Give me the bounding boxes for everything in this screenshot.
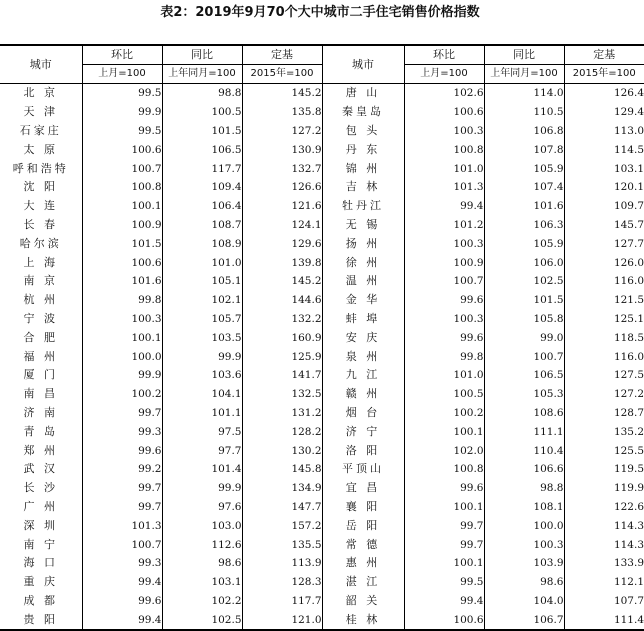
city-name-left: 厦 门 [23,368,58,382]
city-name-right: 安 庆 [322,328,404,347]
yoy-value-left: 105.1 [162,272,242,291]
yoy-value-left: 103.5 [162,328,242,347]
table-row [0,84,644,103]
mom-value-right: 99.7 [404,535,484,554]
city-name-left: 福 州 [23,349,58,363]
fixed-value-right: 116.0 [564,272,644,291]
table-row [0,366,644,385]
city-name-right: 吉 林 [322,178,404,197]
yoy-value-right: 98.6 [484,573,564,592]
mom-column-header-left: 环比 [82,45,162,65]
yoy-value-left: 100.5 [162,103,242,122]
yoy-value-right: 105.9 [484,234,564,253]
city-name-right: 包 头 [322,122,404,141]
table-row [0,310,644,329]
city-name-right: 常 德 [322,535,404,554]
yoy-value-left: 101.5 [162,122,242,141]
table-row [0,178,644,197]
table-row [0,573,644,592]
fixed-value-left: 127.2 [242,122,322,141]
yoy-value-right: 100.3 [484,535,564,554]
table-row [0,103,644,122]
city-name-right: 湛 江 [322,573,404,592]
table-row [0,479,644,498]
fixed-value-right: 113.0 [564,122,644,141]
mom-value-right: 100.2 [404,404,484,423]
fixed-value-right: 145.7 [564,216,644,235]
mom-value-left: 99.9 [82,103,162,122]
yoy-value-right: 101.5 [484,291,564,310]
yoy-value-left: 104.1 [162,385,242,404]
city-name-right: 洛 阳 [322,441,404,460]
mom-value-left: 100.7 [82,159,162,178]
yoy-value-right: 110.4 [484,441,564,460]
mom-value-right: 100.5 [404,385,484,404]
yoy-value-right: 108.6 [484,404,564,423]
table-row [0,140,644,159]
city-name-left: 石家庄 [19,123,62,137]
city-name-right: 蚌 埠 [322,310,404,329]
yoy-value-right: 99.0 [484,328,564,347]
mom-value-right: 101.3 [404,178,484,197]
city-name-left: 沈 阳 [23,180,58,194]
yoy-value-left: 108.9 [162,234,242,253]
yoy-value-right: 106.0 [484,253,564,272]
yoy-value-right: 107.4 [484,178,564,197]
mom-value-left: 100.6 [82,140,162,159]
yoy-value-left: 102.5 [162,610,242,630]
mom-value-left: 99.7 [82,404,162,423]
table-row [0,460,644,479]
city-name-left: 北 京 [23,86,58,100]
fixed-value-right: 121.5 [564,291,644,310]
mom-value-left: 100.9 [82,216,162,235]
mom-column-header-right: 环比 [404,45,484,65]
fixed-value-left: 132.7 [242,159,322,178]
city-name-left: 呼和浩特 [12,161,69,175]
city-name-right: 牡丹江 [322,197,404,216]
mom-base-label-right: 上月=100 [404,65,484,84]
city-name-left: 南 京 [23,274,58,288]
yoy-value-left: 99.9 [162,479,242,498]
yoy-value-left: 112.6 [162,535,242,554]
fixed-value-left: 128.3 [242,573,322,592]
city-name-right: 韶 关 [322,592,404,611]
city-name-right: 宜 昌 [322,479,404,498]
yoy-value-left: 103.0 [162,516,242,535]
city-name-left: 济 南 [23,405,58,419]
fixed-value-left: 113.9 [242,554,322,573]
city-column-header-left: 城市 [0,45,82,84]
yoy-value-left: 103.6 [162,366,242,385]
fixed-value-right: 126.0 [564,253,644,272]
yoy-value-left: 108.7 [162,216,242,235]
city-name-left: 武 汉 [23,462,58,476]
city-name-left: 广 州 [23,499,58,513]
city-name-left: 大 连 [23,199,58,213]
yoy-value-left: 99.9 [162,347,242,366]
fixed-value-left: 132.2 [242,310,322,329]
fixed-value-left: 145.2 [242,84,322,103]
mom-value-right: 99.6 [404,479,484,498]
fixed-value-right: 120.1 [564,178,644,197]
yoy-value-right: 105.8 [484,310,564,329]
mom-value-left: 101.3 [82,516,162,535]
fixed-value-right: 107.7 [564,592,644,611]
yoy-value-right: 102.5 [484,272,564,291]
table-row [0,197,644,216]
table-row [0,385,644,404]
fixed-value-left: 134.9 [242,479,322,498]
yoy-value-right: 98.8 [484,479,564,498]
city-name-left: 宁 波 [23,311,58,325]
table-row [0,441,644,460]
mom-value-left: 99.7 [82,479,162,498]
table-row [0,535,644,554]
city-name-right: 平顶山 [322,460,404,479]
mom-value-right: 99.7 [404,516,484,535]
mom-value-left: 100.7 [82,535,162,554]
mom-value-left: 100.0 [82,347,162,366]
yoy-value-left: 102.2 [162,592,242,611]
city-name-left: 成 都 [23,593,58,607]
table-row [0,404,644,423]
yoy-value-right: 110.5 [484,103,564,122]
yoy-value-right: 100.0 [484,516,564,535]
mom-value-left: 100.6 [82,253,162,272]
mom-value-left: 99.5 [82,122,162,141]
city-name-right: 济 宁 [322,422,404,441]
mom-value-left: 99.4 [82,573,162,592]
city-name-left: 天 津 [23,105,58,119]
yoy-value-right: 100.7 [484,347,564,366]
mom-value-left: 100.3 [82,310,162,329]
fixed-value-left: 145.2 [242,272,322,291]
fixed-value-right: 127.2 [564,385,644,404]
table-row [0,422,644,441]
city-name-right: 锦 州 [322,159,404,178]
city-name-right: 秦皇岛 [322,103,404,122]
mom-value-right: 101.2 [404,216,484,235]
fixed-value-left: 129.6 [242,234,322,253]
city-name-right: 桂 林 [322,610,404,630]
fixed-value-left: 117.7 [242,592,322,611]
table-row [0,554,644,573]
fixed-value-right: 118.5 [564,328,644,347]
city-name-left: 长 春 [23,217,58,231]
fixed-value-right: 135.2 [564,422,644,441]
fixed-value-left: 157.2 [242,516,322,535]
yoy-value-left: 102.1 [162,291,242,310]
mom-value-right: 100.1 [404,422,484,441]
table-row [0,291,644,310]
fixed-column-header-right: 定基 [564,45,644,65]
yoy-value-right: 105.3 [484,385,564,404]
fixed-value-left: 160.9 [242,328,322,347]
mom-value-right: 99.6 [404,291,484,310]
yoy-base-label-left: 上年同月=100 [162,65,242,84]
fixed-value-left: 141.7 [242,366,322,385]
fixed-value-right: 119.9 [564,479,644,498]
mom-value-left: 99.3 [82,554,162,573]
city-name-right: 丹 东 [322,140,404,159]
fixed-value-left: 128.2 [242,422,322,441]
fixed-value-right: 127.7 [564,234,644,253]
fixed-value-left: 124.1 [242,216,322,235]
mom-value-right: 100.8 [404,140,484,159]
city-name-left: 上 海 [23,255,58,269]
table-row [0,516,644,535]
city-name-left: 青 岛 [23,424,58,438]
city-name-left: 哈尔滨 [19,236,62,250]
fixed-value-left: 135.8 [242,103,322,122]
fixed-value-left: 145.8 [242,460,322,479]
fixed-value-right: 112.1 [564,573,644,592]
fixed-value-right: 103.1 [564,159,644,178]
mom-value-left: 99.2 [82,460,162,479]
yoy-column-header-left: 同比 [162,45,242,65]
fixed-value-left: 130.9 [242,140,322,159]
mom-value-left: 100.8 [82,178,162,197]
mom-value-right: 100.8 [404,460,484,479]
fixed-value-right: 111.4 [564,610,644,630]
mom-value-left: 101.6 [82,272,162,291]
city-name-right: 赣 州 [322,385,404,404]
mom-value-left: 99.9 [82,366,162,385]
fixed-value-right: 127.5 [564,366,644,385]
yoy-value-right: 105.9 [484,159,564,178]
fixed-value-left: 121.6 [242,197,322,216]
mom-value-right: 99.5 [404,573,484,592]
table-row [0,253,644,272]
mom-value-right: 101.0 [404,159,484,178]
yoy-value-left: 98.6 [162,554,242,573]
fixed-value-left: 121.0 [242,610,322,630]
fixed-value-left: 147.7 [242,498,322,517]
fixed-value-left: 132.5 [242,385,322,404]
mom-value-right: 100.1 [404,554,484,573]
city-name-right: 九 江 [322,366,404,385]
yoy-value-right: 101.6 [484,197,564,216]
mom-value-left: 99.6 [82,592,162,611]
mom-value-left: 99.3 [82,422,162,441]
yoy-value-right: 107.8 [484,140,564,159]
mom-value-right: 100.3 [404,234,484,253]
fixed-value-left: 139.8 [242,253,322,272]
yoy-value-left: 101.0 [162,253,242,272]
mom-value-left: 99.5 [82,84,162,103]
fixed-value-right: 125.5 [564,441,644,460]
city-name-right: 岳 阳 [322,516,404,535]
mom-value-right: 102.6 [404,84,484,103]
mom-value-right: 100.6 [404,610,484,630]
mom-value-right: 102.0 [404,441,484,460]
fixed-base-label-right: 2015年=100 [564,65,644,84]
mom-value-right: 99.6 [404,328,484,347]
city-name-right: 扬 州 [322,234,404,253]
mom-value-left: 99.4 [82,610,162,630]
yoy-value-right: 106.6 [484,460,564,479]
city-name-right: 温 州 [322,272,404,291]
yoy-value-right: 103.9 [484,554,564,573]
city-name-left: 海 口 [23,556,58,570]
city-name-left: 深 圳 [23,518,58,532]
fixed-value-left: 131.2 [242,404,322,423]
yoy-value-left: 101.1 [162,404,242,423]
yoy-value-right: 106.3 [484,216,564,235]
mom-value-right: 101.0 [404,366,484,385]
yoy-value-right: 104.0 [484,592,564,611]
mom-value-right: 100.3 [404,122,484,141]
city-name-right: 无 锡 [322,216,404,235]
city-name-left: 南 宁 [23,537,58,551]
yoy-value-right: 111.1 [484,422,564,441]
fixed-value-right: 114.5 [564,140,644,159]
city-name-right: 襄 阳 [322,498,404,517]
yoy-value-right: 106.5 [484,366,564,385]
fixed-value-left: 144.6 [242,291,322,310]
yoy-column-header-right: 同比 [484,45,564,65]
yoy-value-left: 97.5 [162,422,242,441]
mom-value-right: 99.4 [404,197,484,216]
city-name-left: 杭 州 [23,293,58,307]
yoy-value-right: 106.8 [484,122,564,141]
yoy-value-left: 101.4 [162,460,242,479]
fixed-value-left: 135.5 [242,535,322,554]
fixed-value-right: 128.7 [564,404,644,423]
city-name-right: 徐 州 [322,253,404,272]
mom-value-left: 100.2 [82,385,162,404]
fixed-value-left: 130.2 [242,441,322,460]
yoy-value-left: 103.1 [162,573,242,592]
mom-value-right: 99.4 [404,592,484,611]
yoy-base-label-right: 上年同月=100 [484,65,564,84]
city-name-right: 烟 台 [322,404,404,423]
yoy-value-left: 106.5 [162,140,242,159]
table-row [0,272,644,291]
city-name-left: 南 昌 [23,387,58,401]
yoy-value-left: 106.4 [162,197,242,216]
mom-value-right: 99.8 [404,347,484,366]
mom-value-right: 100.1 [404,498,484,517]
yoy-value-left: 109.4 [162,178,242,197]
mom-value-left: 99.8 [82,291,162,310]
mom-value-left: 101.5 [82,234,162,253]
fixed-value-right: 122.6 [564,498,644,517]
fixed-base-label-left: 2015年=100 [242,65,322,84]
table-row [0,216,644,235]
table-row [0,159,644,178]
table-body [0,84,644,631]
yoy-value-left: 97.6 [162,498,242,517]
mom-value-right: 100.3 [404,310,484,329]
mom-value-right: 100.7 [404,272,484,291]
table-row [0,328,644,347]
mom-base-label-left: 上月=100 [82,65,162,84]
yoy-value-left: 98.8 [162,84,242,103]
yoy-value-right: 106.7 [484,610,564,630]
fixed-value-right: 116.0 [564,347,644,366]
city-name-right: 惠 州 [322,554,404,573]
fixed-value-left: 126.6 [242,178,322,197]
city-name-left: 太 原 [23,142,58,156]
fixed-column-header-left: 定基 [242,45,322,65]
mom-value-left: 100.1 [82,197,162,216]
mom-value-left: 99.6 [82,441,162,460]
table-row [0,592,644,611]
city-name-left: 郑 州 [23,443,58,457]
fixed-value-right: 133.9 [564,554,644,573]
fixed-value-right: 109.7 [564,197,644,216]
fixed-value-right: 125.1 [564,310,644,329]
table-row [0,234,644,253]
table-row [0,498,644,517]
fixed-value-right: 129.4 [564,103,644,122]
yoy-value-left: 97.7 [162,441,242,460]
city-name-right: 唐 山 [322,84,404,103]
fixed-value-right: 119.5 [564,460,644,479]
yoy-value-right: 114.0 [484,84,564,103]
fixed-value-right: 114.3 [564,516,644,535]
yoy-value-left: 105.7 [162,310,242,329]
mom-value-left: 100.1 [82,328,162,347]
city-name-left: 贵 阳 [0,610,82,630]
fixed-value-right: 114.3 [564,535,644,554]
city-name-right: 泉 州 [322,347,404,366]
table-title: 表2：2019年9月70个大中城市二手住宅销售价格指数 [160,5,480,20]
table-row [0,122,644,141]
city-column-header-right: 城市 [322,45,404,84]
city-name-left: 重 庆 [23,575,58,589]
mom-value-left: 99.7 [82,498,162,517]
city-name-left: 长 沙 [23,481,58,495]
table-row [0,610,644,630]
price-index-table [0,44,644,631]
yoy-value-right: 108.1 [484,498,564,517]
city-name-left: 合 肥 [23,330,58,344]
yoy-value-left: 117.7 [162,159,242,178]
table-row [0,347,644,366]
city-name-right: 金 华 [322,291,404,310]
fixed-value-left: 125.9 [242,347,322,366]
mom-value-right: 100.9 [404,253,484,272]
mom-value-right: 100.6 [404,103,484,122]
fixed-value-right: 126.4 [564,84,644,103]
